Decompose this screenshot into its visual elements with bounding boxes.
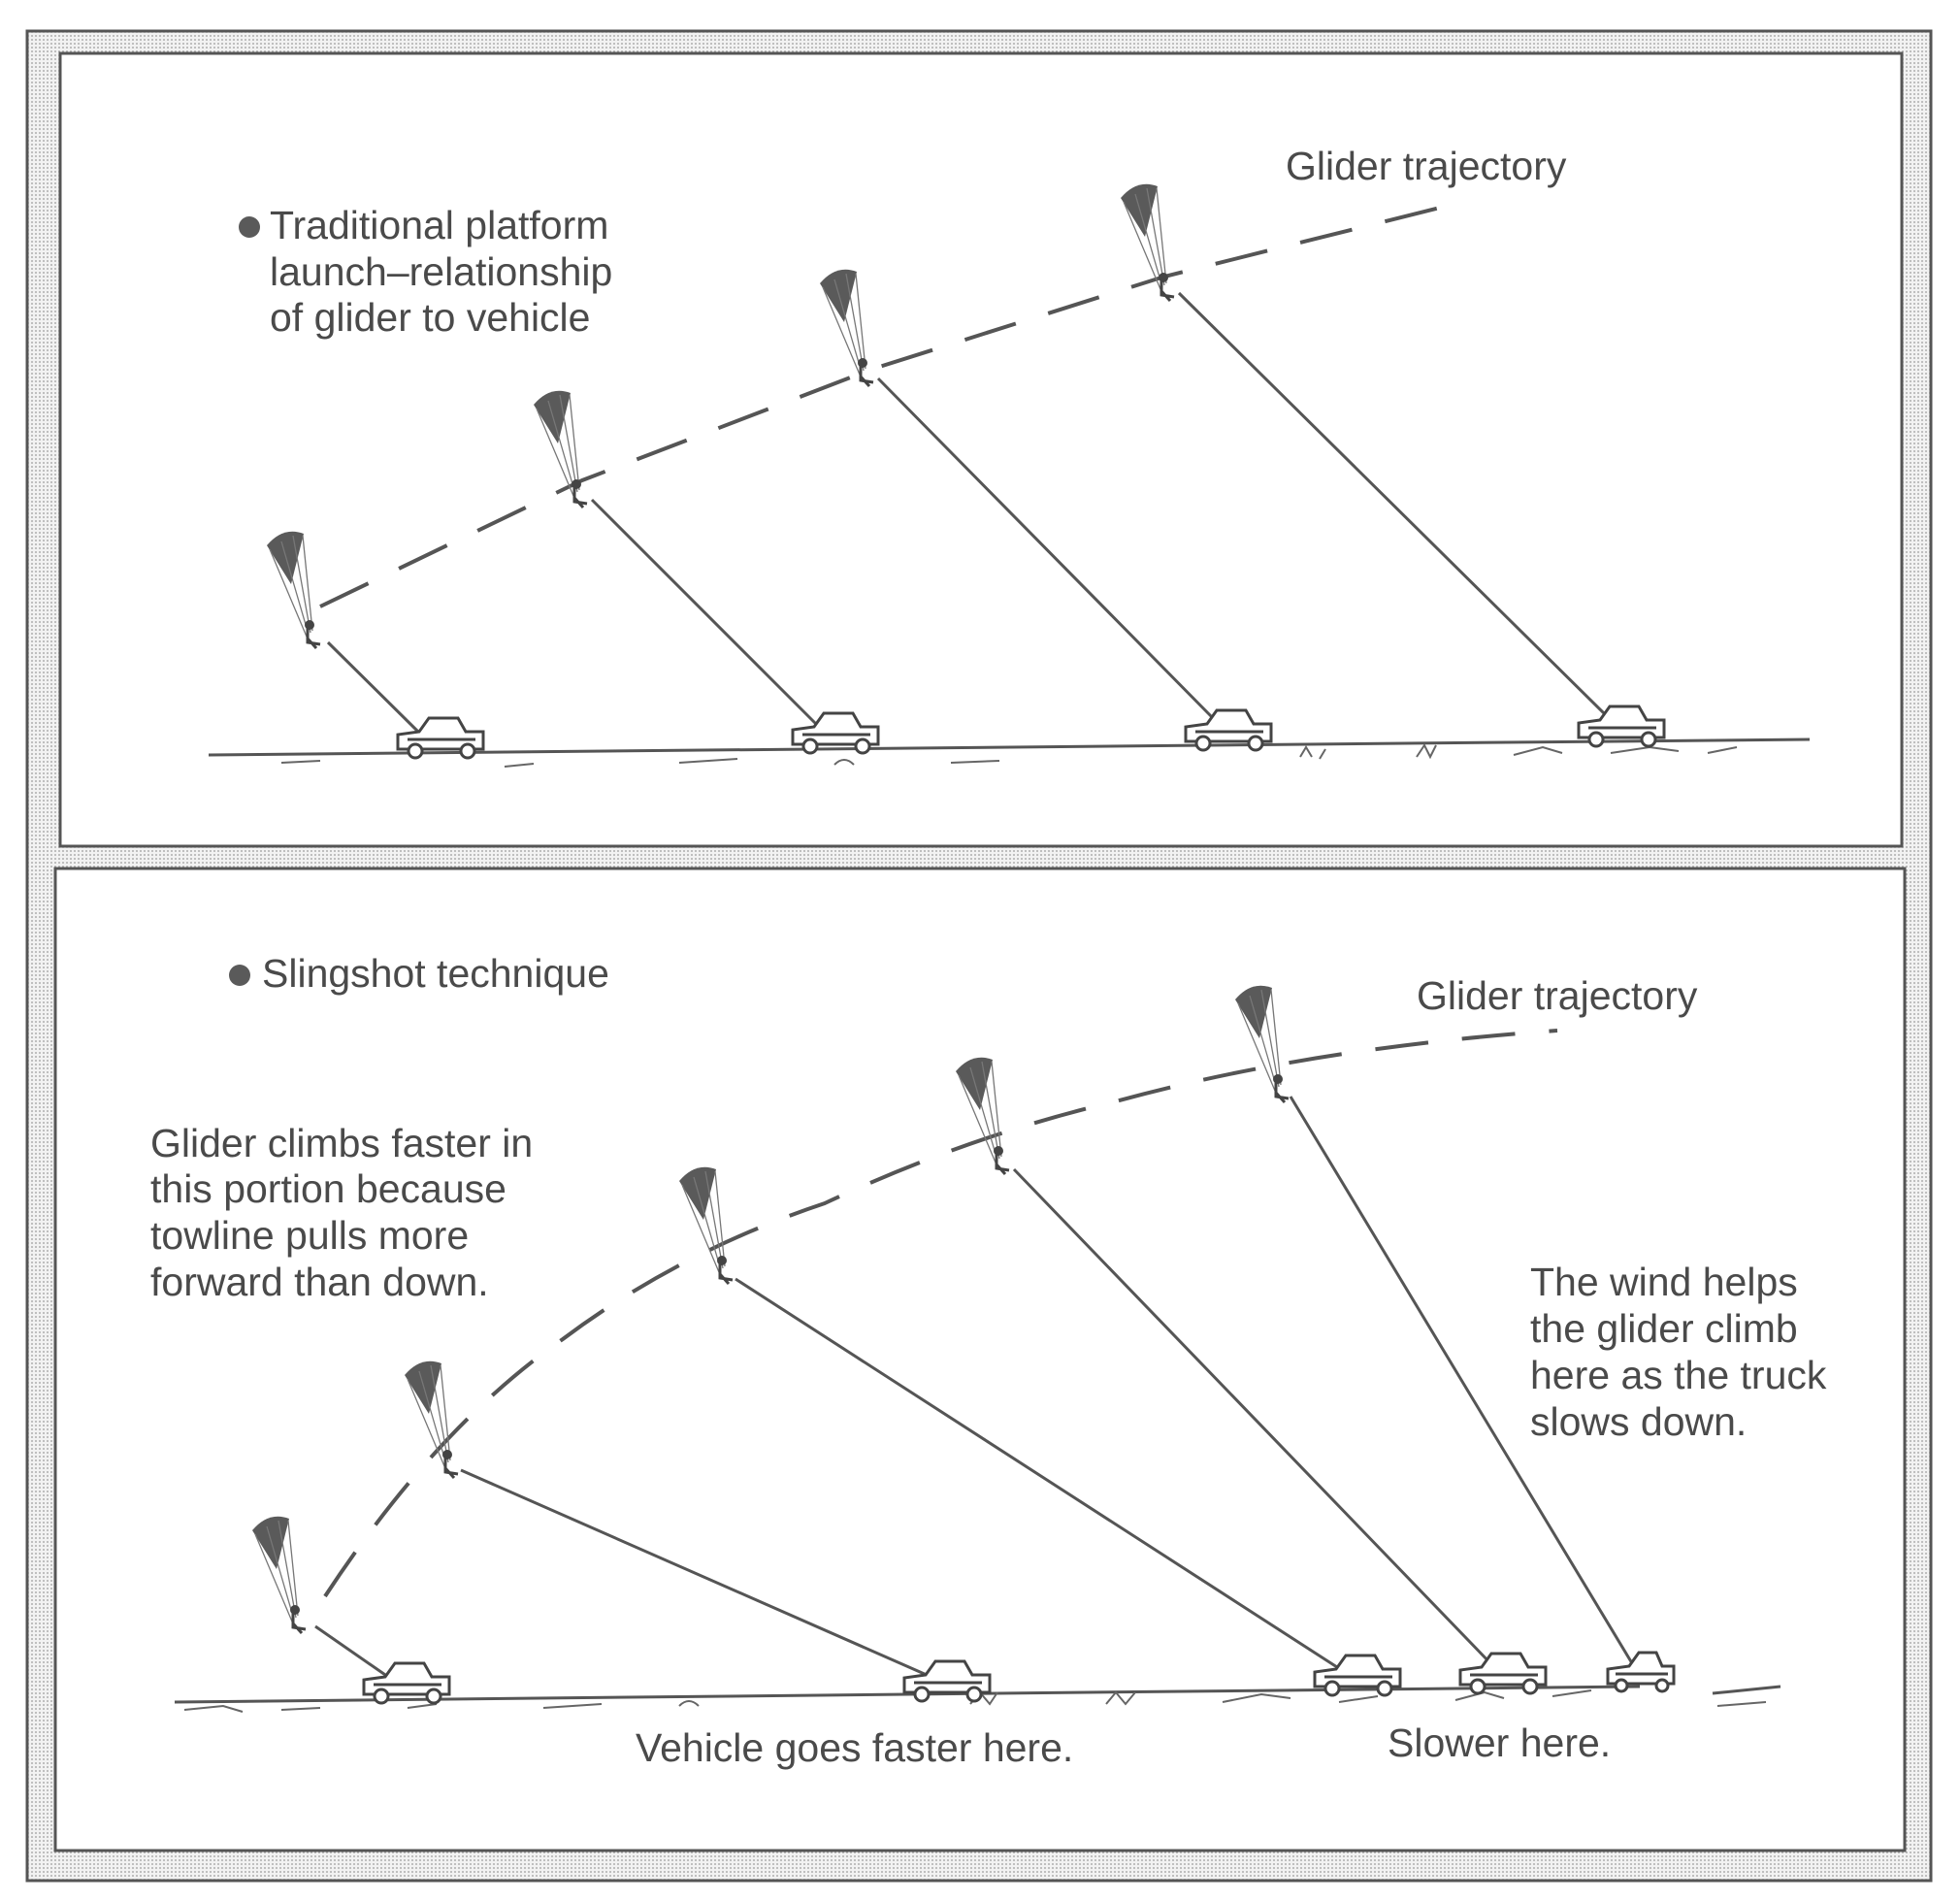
note-right-line-3: here as the truck <box>1530 1353 1827 1397</box>
note-left-line-1: Glider climbs faster in <box>150 1121 534 1165</box>
bullet-dot <box>239 216 260 238</box>
label-slower: Slower here. <box>1388 1721 1612 1765</box>
top-trajectory-label: Glider trajectory <box>1286 144 1567 188</box>
top-bullet-line-2: launch–relationship <box>270 249 613 294</box>
bottom-trajectory-label: Glider trajectory <box>1417 973 1698 1018</box>
note-right-line-1: The wind helps <box>1530 1260 1798 1304</box>
bottom-bullet-text: Slingshot technique <box>262 951 609 996</box>
top-bullet-line-3: of glider to vehicle <box>270 295 591 340</box>
note-right-line-2: the glider climb <box>1530 1306 1798 1351</box>
note-right-line-4: slows down. <box>1530 1399 1748 1444</box>
top-bullet-text <box>270 203 624 340</box>
note-left-line-2: this portion because <box>150 1166 506 1211</box>
top-bullet-line-1: Traditional platform <box>270 203 609 247</box>
note-left-line-3: towline pulls more <box>150 1213 470 1258</box>
label-vehicle-faster: Vehicle goes faster here. <box>636 1725 1074 1770</box>
note-left-line-4: forward than down. <box>150 1260 489 1304</box>
bullet-dot <box>229 965 250 986</box>
